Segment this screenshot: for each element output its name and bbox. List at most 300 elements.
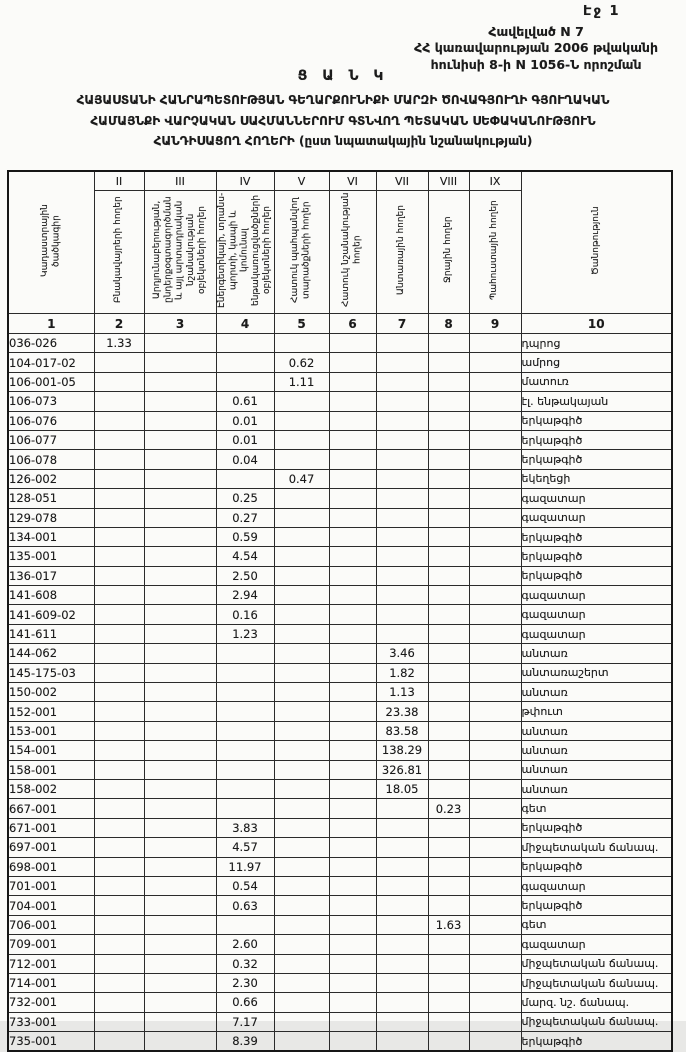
cell-area-value	[469, 392, 521, 411]
cell-area-value	[469, 818, 521, 837]
cell-area-value	[329, 779, 376, 798]
cell-area-value	[274, 605, 329, 624]
cell-area-value	[274, 954, 329, 973]
cell-area-value	[428, 392, 469, 411]
cell-area-value	[94, 838, 144, 857]
cell-area-value	[376, 372, 428, 391]
cell-remark: երկաթգիծ	[521, 857, 672, 876]
cell-remark: երկաթգիծ	[521, 430, 672, 449]
table-row	[8, 993, 672, 1012]
cell-area-value	[329, 760, 376, 779]
cell-area-value	[329, 702, 376, 721]
cell-area-value	[216, 372, 274, 391]
header-label: Ջրային հողեր	[442, 216, 453, 284]
table-row	[8, 896, 672, 915]
cell-cadastral-code: 135-001	[8, 547, 94, 566]
cell-area-value: 1.11	[274, 372, 329, 391]
header-special-purpose-lands	[329, 191, 376, 314]
cell-area-value	[144, 508, 216, 527]
table-row	[8, 760, 672, 779]
cell-area-value	[274, 721, 329, 740]
cell-area-value	[94, 954, 144, 973]
cell-area-value	[329, 993, 376, 1012]
cell-remark: անտառ	[521, 721, 672, 740]
cell-area-value	[469, 915, 521, 934]
cell-area-value: 1.23	[216, 624, 274, 643]
cell-area-value: 2.30	[216, 973, 274, 992]
cell-area-value	[469, 644, 521, 663]
table-row	[8, 430, 672, 449]
table-row	[8, 799, 672, 818]
cell-area-value: 0.25	[216, 489, 274, 508]
document-subtitle	[0, 90, 686, 152]
cell-area-value	[94, 508, 144, 527]
cell-area-value	[216, 760, 274, 779]
cell-area-value	[469, 334, 521, 353]
cell-area-value	[144, 547, 216, 566]
cell-area-value	[428, 683, 469, 702]
cell-cadastral-code: 036-026	[8, 334, 94, 353]
cell-remark: եկեղեցի	[521, 469, 672, 488]
cell-cadastral-code: 141-608	[8, 586, 94, 605]
cell-area-value	[144, 489, 216, 508]
cell-area-value	[274, 1012, 329, 1031]
header-water-lands	[428, 191, 469, 314]
table-row	[8, 838, 672, 857]
column-number: 10	[521, 314, 672, 334]
header-label: Պահուստային հողեր	[489, 200, 500, 300]
cell-area-value	[469, 857, 521, 876]
table-row	[8, 469, 672, 488]
cell-cadastral-code: 706-001	[8, 915, 94, 934]
cell-area-value	[376, 508, 428, 527]
cell-area-value	[94, 566, 144, 585]
header-label: Հատուկ պահպանվող տարածքների հողեր	[290, 197, 312, 303]
cell-area-value: 0.32	[216, 954, 274, 973]
cell-area-value	[428, 741, 469, 760]
cell-area-value	[469, 799, 521, 818]
cell-area-value	[216, 702, 274, 721]
header-forest-lands	[376, 191, 428, 314]
cell-remark: երկաթգիծ	[521, 527, 672, 546]
cell-area-value	[94, 721, 144, 740]
cell-area-value	[376, 896, 428, 915]
roman-numeral: IX	[469, 171, 521, 191]
cell-remark: գազատար	[521, 876, 672, 895]
cell-area-value	[469, 624, 521, 643]
header-label: Հատուկ նշանակության հողեր	[341, 192, 363, 308]
cell-area-value	[329, 450, 376, 469]
cell-area-value	[428, 334, 469, 353]
table-row	[8, 334, 672, 353]
subtitle-line: ՀԱՄԱՅՆՔԻ ՎԱՐՉԱԿԱՆ ՍԱՀՄԱՆՆԵՐՈՒՄ ԳՏՆՎՈՂ ՊԵՏԱԿԱՆ ՍԵՓԱԿԱՆՈՒԹՅՈՒՆ	[90, 113, 596, 128]
cell-area-value	[274, 624, 329, 643]
cell-area-value	[428, 954, 469, 973]
cell-area-value	[216, 741, 274, 760]
cell-cadastral-code: 704-001	[8, 896, 94, 915]
table-row	[8, 586, 672, 605]
cell-area-value	[329, 527, 376, 546]
cell-cadastral-code: 129-078	[8, 508, 94, 527]
table-row	[8, 489, 672, 508]
cell-remark: գետ	[521, 915, 672, 934]
table-row	[8, 450, 672, 469]
cell-area-value	[428, 489, 469, 508]
cell-cadastral-code: 106-076	[8, 411, 94, 430]
header-cadastral-code	[8, 171, 94, 314]
cell-area-value	[144, 818, 216, 837]
cell-area-value: 3.83	[216, 818, 274, 837]
cell-area-value	[274, 334, 329, 353]
cell-remark: դպրոց	[521, 334, 672, 353]
cell-area-value	[94, 547, 144, 566]
cell-cadastral-code: 158-001	[8, 760, 94, 779]
cell-area-value	[144, 857, 216, 876]
cell-area-value	[329, 663, 376, 682]
table-row	[8, 566, 672, 585]
cell-area-value	[329, 915, 376, 934]
cell-area-value	[376, 469, 428, 488]
cell-area-value	[469, 566, 521, 585]
cell-area-value	[144, 760, 216, 779]
cell-area-value	[144, 430, 216, 449]
cell-area-value	[469, 1012, 521, 1031]
cell-remark: մատուռ	[521, 372, 672, 391]
cell-area-value	[329, 954, 376, 973]
cell-area-value	[376, 954, 428, 973]
cell-area-value	[329, 586, 376, 605]
cell-area-value	[274, 663, 329, 682]
cell-area-value	[329, 605, 376, 624]
cell-area-value	[274, 876, 329, 895]
table-row	[8, 624, 672, 643]
cell-area-value	[376, 489, 428, 508]
header-label: Արդյունաբերության, ընդերքօգտագործման և այլ արտադրական նշանակության օբյեկտների հողեր	[151, 196, 207, 304]
table-row	[8, 818, 672, 837]
cell-area-value: 3.46	[376, 644, 428, 663]
cell-area-value	[329, 973, 376, 992]
cell-cadastral-code: 106-073	[8, 392, 94, 411]
cell-area-value: 0.54	[216, 876, 274, 895]
cell-area-value	[329, 469, 376, 488]
cell-remark: երկաթգիծ	[521, 566, 672, 585]
cell-area-value	[94, 915, 144, 934]
cell-cadastral-code: 701-001	[8, 876, 94, 895]
cell-area-value	[329, 1012, 376, 1031]
cell-remark: գազատար	[521, 586, 672, 605]
table-row	[8, 915, 672, 934]
cell-area-value	[144, 624, 216, 643]
cell-area-value	[428, 372, 469, 391]
cell-cadastral-code: 104-017-02	[8, 353, 94, 372]
cell-area-value	[469, 527, 521, 546]
cell-area-value	[469, 683, 521, 702]
cell-area-value	[469, 411, 521, 430]
cell-area-value	[274, 993, 329, 1012]
cell-area-value	[469, 605, 521, 624]
cell-cadastral-code: 714-001	[8, 973, 94, 992]
cell-area-value	[94, 489, 144, 508]
table-row	[8, 605, 672, 624]
cell-area-value	[274, 566, 329, 585]
cell-area-value	[329, 508, 376, 527]
cell-cadastral-code: 698-001	[8, 857, 94, 876]
table-row	[8, 683, 672, 702]
cell-area-value	[376, 876, 428, 895]
cell-area-value	[274, 644, 329, 663]
cell-area-value	[329, 566, 376, 585]
table-row	[8, 411, 672, 430]
cell-cadastral-code: 136-017	[8, 566, 94, 585]
cell-area-value	[94, 527, 144, 546]
cell-area-value	[428, 663, 469, 682]
header-remarks	[521, 171, 672, 314]
cell-area-value	[144, 779, 216, 798]
table-row	[8, 644, 672, 663]
cell-cadastral-code: 671-001	[8, 818, 94, 837]
cell-area-value	[274, 760, 329, 779]
cell-remark: գազատար	[521, 605, 672, 624]
cell-area-value	[144, 799, 216, 818]
cell-area-value	[274, 1032, 329, 1052]
subtitle-line: ՀԱՅԱՍՏԱՆԻ ՀԱՆՐԱՊԵՏՈՒԹՅԱՆ ԳԵՂԱՐՔՈՒՆԻՔԻ ՄԱՐԶԻ ԾՈՎԱԳՅՈՒՂԻ ԳՅՈՒՂԱԿԱՆ	[76, 93, 610, 107]
cell-area-value	[216, 683, 274, 702]
cell-area-value	[94, 779, 144, 798]
cell-area-value	[469, 741, 521, 760]
cell-area-value	[376, 566, 428, 585]
cell-cadastral-code: 732-001	[8, 993, 94, 1012]
cell-area-value	[94, 935, 144, 954]
cell-remark: գազատար	[521, 624, 672, 643]
cell-area-value	[144, 1012, 216, 1031]
cell-area-value	[94, 741, 144, 760]
table-row	[8, 935, 672, 954]
cell-area-value	[144, 450, 216, 469]
cell-area-value	[376, 450, 428, 469]
cell-area-value	[94, 392, 144, 411]
cell-area-value	[144, 721, 216, 740]
cell-area-value: 0.63	[216, 896, 274, 915]
cell-area-value: 1.63	[428, 915, 469, 934]
cell-area-value	[94, 372, 144, 391]
cell-area-value	[329, 876, 376, 895]
cell-area-value	[428, 1032, 469, 1052]
cell-area-value	[144, 469, 216, 488]
cell-area-value	[274, 799, 329, 818]
header-protected-lands	[274, 191, 329, 314]
cell-cadastral-code: 709-001	[8, 935, 94, 954]
cell-area-value	[216, 721, 274, 740]
cell-area-value: 0.62	[274, 353, 329, 372]
cell-area-value	[144, 605, 216, 624]
cell-remark: երկաթգիծ	[521, 896, 672, 915]
cell-area-value	[376, 334, 428, 353]
cell-cadastral-code: 712-001	[8, 954, 94, 973]
cell-remark: երկաթգիծ	[521, 818, 672, 837]
cell-area-value	[428, 547, 469, 566]
cell-area-value	[376, 547, 428, 566]
cell-area-value	[274, 411, 329, 430]
cell-area-value	[274, 857, 329, 876]
cell-area-value	[428, 993, 469, 1012]
cell-area-value	[428, 721, 469, 740]
cell-area-value	[94, 624, 144, 643]
cell-area-value	[144, 896, 216, 915]
cell-area-value	[428, 935, 469, 954]
cell-area-value	[428, 353, 469, 372]
cell-area-value	[428, 450, 469, 469]
cell-area-value	[94, 760, 144, 779]
header-label: Անտառային հողեր	[396, 205, 407, 295]
cell-cadastral-code: 158-002	[8, 779, 94, 798]
cell-area-value	[274, 489, 329, 508]
cell-area-value	[94, 430, 144, 449]
roman-numeral: V	[274, 171, 329, 191]
cell-area-value: 0.66	[216, 993, 274, 1012]
cell-cadastral-code: 106-001-05	[8, 372, 94, 391]
table-row	[8, 857, 672, 876]
cell-area-value	[144, 915, 216, 934]
cell-remark: անտառ	[521, 760, 672, 779]
cell-area-value	[469, 896, 521, 915]
cell-area-value	[329, 896, 376, 915]
cell-area-value	[469, 353, 521, 372]
cell-area-value	[94, 857, 144, 876]
cell-area-value	[329, 1032, 376, 1052]
cell-remark: էլ. ենթակայան	[521, 392, 672, 411]
cell-area-value	[376, 838, 428, 857]
cell-area-value	[428, 469, 469, 488]
cell-area-value	[329, 721, 376, 740]
cell-area-value	[216, 779, 274, 798]
roman-numeral: VIII	[428, 171, 469, 191]
roman-numeral: VI	[329, 171, 376, 191]
cell-area-value	[428, 411, 469, 430]
cell-area-value	[274, 586, 329, 605]
cell-area-value	[428, 1012, 469, 1031]
cell-area-value	[94, 605, 144, 624]
cell-cadastral-code: 141-611	[8, 624, 94, 643]
cell-cadastral-code: 128-051	[8, 489, 94, 508]
cell-area-value	[216, 469, 274, 488]
cell-area-value: 7.17	[216, 1012, 274, 1031]
cell-area-value	[329, 411, 376, 430]
cell-area-value	[428, 702, 469, 721]
cell-area-value	[274, 508, 329, 527]
cell-area-value	[469, 547, 521, 566]
cell-area-value	[144, 586, 216, 605]
cell-cadastral-code: 141-609-02	[8, 605, 94, 624]
cell-cadastral-code: 106-078	[8, 450, 94, 469]
column-number: 2	[94, 314, 144, 334]
cell-area-value	[94, 896, 144, 915]
table-row	[8, 741, 672, 760]
cell-area-value	[329, 392, 376, 411]
cell-area-value: 0.27	[216, 508, 274, 527]
cell-area-value	[144, 838, 216, 857]
cell-cadastral-code: 144-062	[8, 644, 94, 663]
cell-area-value: 0.04	[216, 450, 274, 469]
cell-area-value	[144, 993, 216, 1012]
cell-area-value	[94, 1032, 144, 1052]
cell-area-value	[274, 838, 329, 857]
table-row	[8, 547, 672, 566]
cell-area-value	[274, 392, 329, 411]
cell-remark: միջպետական ճանապ.	[521, 1012, 672, 1031]
cell-cadastral-code: 733-001	[8, 1012, 94, 1031]
cell-area-value: 326.81	[376, 760, 428, 779]
cell-area-value	[376, 624, 428, 643]
cell-area-value	[428, 973, 469, 992]
cell-area-value: 1.33	[94, 334, 144, 353]
cell-remark: գետ	[521, 799, 672, 818]
cell-area-value	[144, 702, 216, 721]
cell-area-value	[144, 876, 216, 895]
cell-cadastral-code: 134-001	[8, 527, 94, 546]
cell-area-value	[376, 411, 428, 430]
cell-area-value	[329, 624, 376, 643]
cell-area-value	[274, 547, 329, 566]
cell-area-value: 2.50	[216, 566, 274, 585]
cell-area-value	[144, 566, 216, 585]
cell-area-value	[329, 644, 376, 663]
cell-area-value	[469, 702, 521, 721]
cell-area-value	[329, 799, 376, 818]
cell-cadastral-code: 697-001	[8, 838, 94, 857]
cell-cadastral-code: 126-002	[8, 469, 94, 488]
cell-area-value	[428, 779, 469, 798]
cell-remark: անտառ	[521, 779, 672, 798]
cell-area-value	[376, 353, 428, 372]
cell-area-value: 0.23	[428, 799, 469, 818]
cell-area-value	[428, 644, 469, 663]
cell-area-value	[329, 353, 376, 372]
header-settlement-lands	[94, 191, 144, 314]
column-number-row	[8, 314, 672, 334]
cell-area-value	[329, 430, 376, 449]
cell-area-value	[144, 353, 216, 372]
column-number: 1	[8, 314, 94, 334]
header-reserve-lands	[469, 191, 521, 314]
cell-area-value	[376, 993, 428, 1012]
header-label: Էներգետիկայի, տրանսպորտի, կապի և կոմունալ ենթակառուցվածքների օբյեկտների հողեր	[216, 192, 272, 308]
cell-area-value	[469, 954, 521, 973]
cell-cadastral-code: 153-001	[8, 721, 94, 740]
cell-area-value	[329, 818, 376, 837]
cell-area-value	[94, 663, 144, 682]
cell-area-value	[469, 876, 521, 895]
cell-area-value	[469, 760, 521, 779]
cell-area-value	[329, 838, 376, 857]
cell-cadastral-code: 145-175-03	[8, 663, 94, 682]
table-row	[8, 1032, 672, 1052]
page-number: Էջ 1	[583, 4, 621, 19]
table-row	[8, 779, 672, 798]
header-label: Կադաստրային ծածկագիր	[40, 204, 62, 277]
cell-area-value	[216, 334, 274, 353]
cell-area-value	[469, 372, 521, 391]
cell-area-value	[274, 683, 329, 702]
cell-remark: միջպետական ճանապ.	[521, 973, 672, 992]
cell-area-value: 0.01	[216, 430, 274, 449]
cell-area-value	[144, 935, 216, 954]
cell-area-value	[376, 818, 428, 837]
cell-area-value: 0.47	[274, 469, 329, 488]
cell-cadastral-code: 150-002	[8, 683, 94, 702]
cell-cadastral-code: 154-001	[8, 741, 94, 760]
cell-area-value: 0.16	[216, 605, 274, 624]
appendix-line: ՀՀ կառավարության 2006 թվականի	[414, 40, 658, 56]
